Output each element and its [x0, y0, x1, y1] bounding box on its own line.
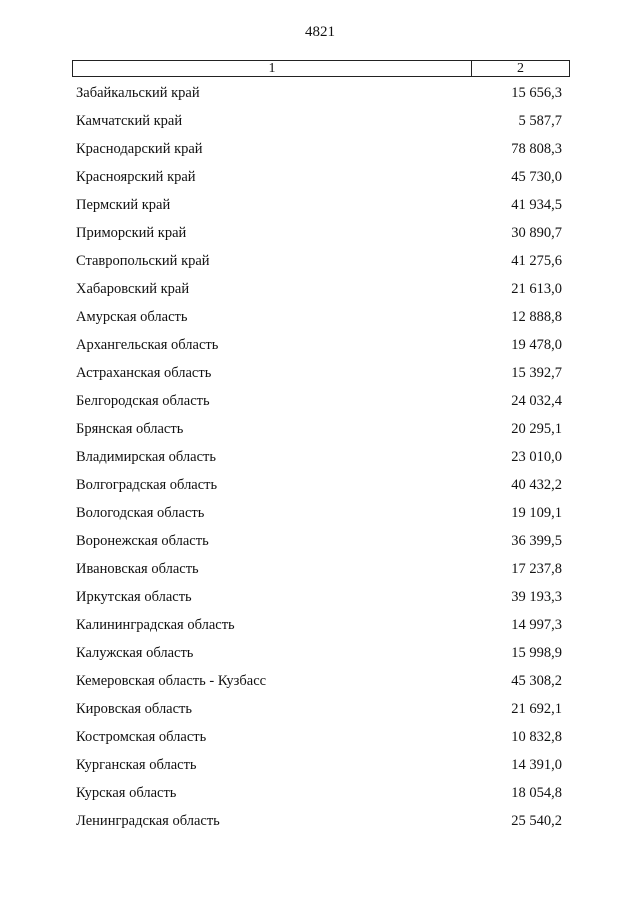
- region-value: 30 890,7: [511, 225, 562, 241]
- table-row: [0, 167, 640, 195]
- table-row: [0, 475, 640, 503]
- region-value: 19 109,1: [511, 505, 562, 521]
- table-row: [0, 139, 640, 167]
- region-value: 14 391,0: [511, 757, 562, 773]
- region-value: 12 888,8: [511, 309, 562, 325]
- page-number: 4821: [305, 24, 335, 40]
- region-value: 45 308,2: [511, 673, 562, 689]
- table-row: [0, 223, 640, 251]
- region-value: 39 193,3: [511, 589, 562, 605]
- table-row: [0, 391, 640, 419]
- table-row: [0, 111, 640, 139]
- region-value: 78 808,3: [511, 141, 562, 157]
- region-value: 15 656,3: [511, 85, 562, 101]
- table-row: [0, 643, 640, 671]
- column-header-1: 1: [73, 61, 472, 76]
- table-row: [0, 251, 640, 279]
- table-row: [0, 615, 640, 643]
- region-name: Приморский край: [76, 225, 187, 241]
- column-header-2: 2: [517, 60, 524, 76]
- region-value: 20 295,1: [511, 421, 562, 437]
- region-value: 25 540,2: [511, 813, 562, 829]
- region-value: 40 432,2: [511, 477, 562, 493]
- table-body: [0, 83, 640, 839]
- region-value: 41 934,5: [511, 197, 562, 213]
- region-name: Владимирская область: [76, 449, 216, 465]
- region-value: 45 730,0: [511, 169, 562, 185]
- region-name: Ставропольский край: [76, 253, 210, 269]
- region-name: Калужская область: [76, 645, 194, 661]
- region-value: 19 478,0: [511, 337, 562, 353]
- region-name: Амурская область: [76, 309, 188, 325]
- region-name: Краснодарский край: [76, 141, 203, 157]
- region-name: Белгородская область: [76, 393, 210, 409]
- table-row: [0, 419, 640, 447]
- region-value: 15 392,7: [511, 365, 562, 381]
- region-value: 18 054,8: [511, 785, 562, 801]
- table-row: [0, 279, 640, 307]
- region-name: Костромская область: [76, 729, 207, 745]
- table-row: [0, 559, 640, 587]
- region-value: 14 997,3: [511, 617, 562, 633]
- region-name: Иркутская область: [76, 589, 192, 605]
- table-row: [0, 587, 640, 615]
- region-name: Астраханская область: [76, 365, 212, 381]
- table-row: [0, 363, 640, 391]
- table-row: [0, 811, 640, 839]
- region-name: Калининградская область: [76, 617, 235, 633]
- region-value: 21 613,0: [511, 281, 562, 297]
- table-row: [0, 783, 640, 811]
- region-name: Вологодская область: [76, 505, 205, 521]
- table-row: [0, 699, 640, 727]
- region-name: Воронежская область: [76, 533, 209, 549]
- table-row: [0, 335, 640, 363]
- table-header: [72, 60, 570, 77]
- region-name: Кировская область: [76, 701, 193, 717]
- region-value: 24 032,4: [511, 393, 562, 409]
- region-name: Пермский край: [76, 197, 171, 213]
- region-value: 41 275,6: [511, 253, 562, 269]
- table-row: [0, 671, 640, 699]
- region-name: Волгоградская область: [76, 477, 218, 493]
- region-name: Курская область: [76, 785, 177, 801]
- region-name: Ленинградская область: [76, 813, 220, 829]
- table-row: [0, 195, 640, 223]
- region-name: Камчатский край: [76, 113, 183, 129]
- region-value: 5 587,7: [518, 113, 562, 129]
- table-row: [0, 531, 640, 559]
- table-row: [0, 83, 640, 111]
- table-row: [0, 447, 640, 475]
- region-name: Хабаровский край: [76, 281, 190, 297]
- region-value: 15 998,9: [511, 645, 562, 661]
- region-name: Ивановская область: [76, 561, 199, 577]
- table-row: [0, 755, 640, 783]
- table-row: [0, 307, 640, 335]
- region-name: Забайкальский край: [76, 85, 200, 101]
- region-name: Красноярский край: [76, 169, 196, 185]
- region-name: Архангельская область: [76, 337, 219, 353]
- region-value: 21 692,1: [511, 701, 562, 717]
- region-value: 17 237,8: [511, 561, 562, 577]
- table-row: [0, 503, 640, 531]
- region-value: 36 399,5: [511, 533, 562, 549]
- region-name: Брянская область: [76, 421, 184, 437]
- region-name: Кемеровская область - Кузбасс: [76, 673, 267, 689]
- region-value: 10 832,8: [511, 729, 562, 745]
- region-name: Курганская область: [76, 757, 197, 773]
- region-value: 23 010,0: [511, 449, 562, 465]
- table-row: [0, 727, 640, 755]
